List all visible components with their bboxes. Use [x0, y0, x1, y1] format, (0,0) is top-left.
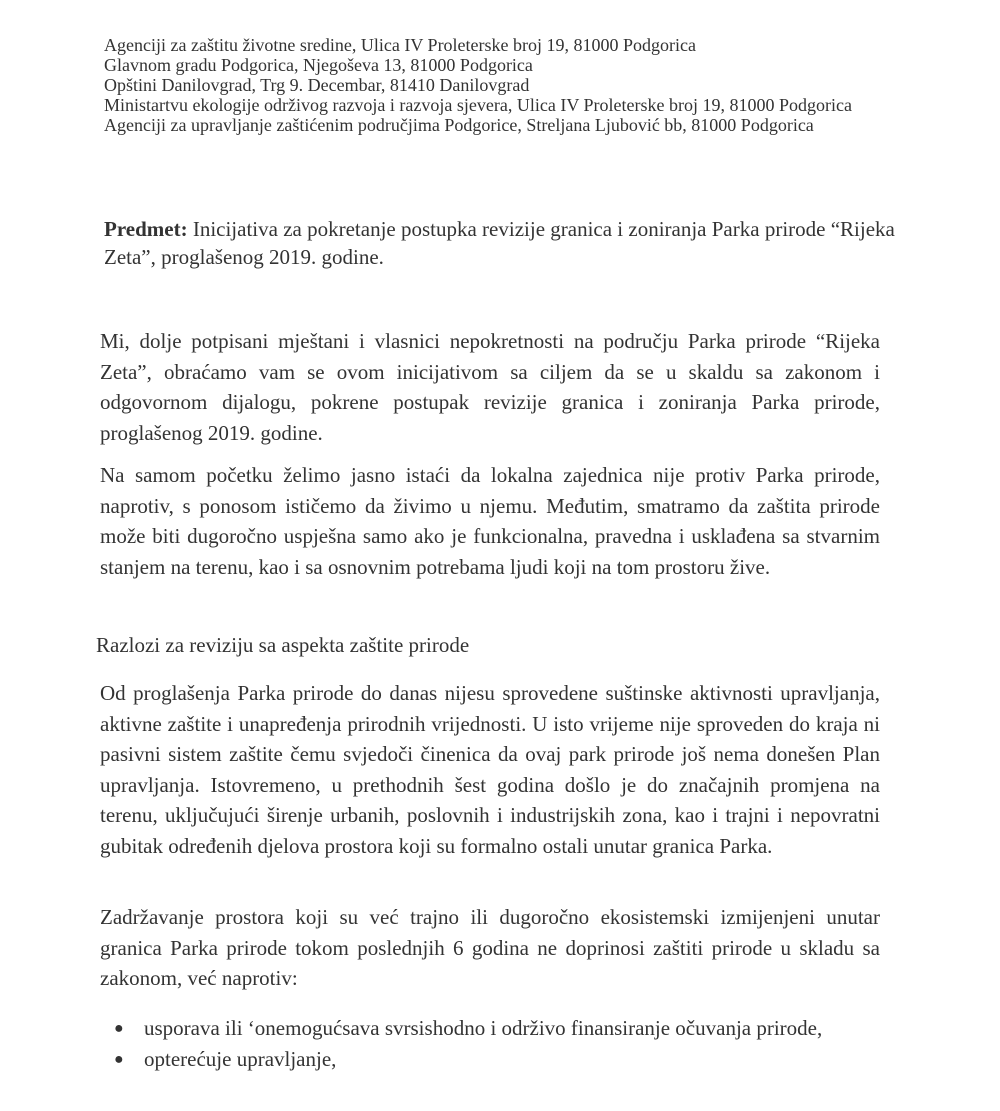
bullet-icon: ● [114, 1051, 124, 1068]
intro-paragraph: Mi, dolje potpisani mještani i vlasnici nepokretnosti na području Parka prirode “Rijeka Zeta”, obraćamo vam se ovom inicijativom sa ciljem da se u skaldu sa zakonom i odgovornom dijalogu, pokrene postupak revizije granica i zoniranja Parka prirode, proglašenog 2019. godine. [100, 329, 880, 445]
recipient-address: Agenciji za zaštitu životne sredine, Ulica IV Proleterske broj 19, 81000 Podgorica [104, 35, 697, 55]
community-paragraph: Na samom početku želimo jasno istaći da lokalna zajednica nije protiv Parka prirode, naprotiv, s ponosom ističemo da živimo u njemu. Međutim, smatramo da zaštita prirode može biti dugoročno uspješna samo ako je funkcionalna, pravedna i usklađena sa stvarnim stanjem na terenu, kao i sa osnovnim potrebama ljudi koji na tom prostoru žive. [100, 463, 880, 579]
list-item [110, 1015, 850, 1042]
recipient-address-block [104, 36, 924, 135]
reasons-paragraph: Od proglašenja Parka prirode do danas nijesu sprovedene suštinske aktivnosti upravljanja, aktivne zaštite i unapređenja prirodnih vrijednosti. U isto vrijeme nije sproveden do kraja ni pasivni sistem zaštite čemu svjedoči činenica da ovaj park prirode još nema donešen Plan upravljanja. Istovremeno, u prethodnih šest godina došlo je do značajnih promjena na terenu, uključujući širenje urbanih, poslovnih i industrijskih zona, kao i trajni i nepovratni gubitak određenih djelova prostora koji su formalno ostali unutar granica Parka. [100, 681, 880, 858]
list-item-text: usporava ili ‘onemogućsava svrsishodno i održivo finansiranje očuvanja prirode, [144, 1016, 823, 1040]
bullet-icon: ● [114, 1020, 124, 1037]
recipient-address: Agenciji za upravljanje zaštićenim područjima Podgorice, Streljana Ljubović bb, 81000 Podgorica [104, 115, 814, 135]
subject-line [104, 215, 904, 271]
list-item-text: opterećuje upravljanje, [144, 1047, 337, 1071]
subject-text: Inicijativa za pokretanje postupka revizije granica i zoniranja Parka prirode “Rijeka Zeta”, proglašenog 2019. godine. [104, 217, 895, 269]
retention-paragraph: Zadržavanje prostora koji su već trajno ili dugoročno ekosistemski izmijenjeni unutar granica Parka prirode tokom poslednjih 6 godina ne doprinosi zaštiti prirode u skladu sa zakonom, već naprotiv: [100, 905, 880, 990]
consequences-list [110, 1015, 850, 1077]
recipient-address: Opštini Danilovgrad, Trg 9. Decembar, 81410 Danilovgrad [104, 75, 530, 95]
subject-label: Predmet: [104, 217, 188, 241]
recipient-address: Ministartvu ekologije održivog razvoja i razvoja sjevera, Ulica IV Proleterske broj 19, 81000 Podgorica [104, 95, 852, 115]
recipient-address: Glavnom gradu Podgorica, Njegoševa 13, 81000 Podgorica [104, 55, 533, 75]
section-heading: Razlozi za reviziju sa aspekta zaštite prirode [96, 633, 470, 657]
list-item [110, 1046, 850, 1073]
